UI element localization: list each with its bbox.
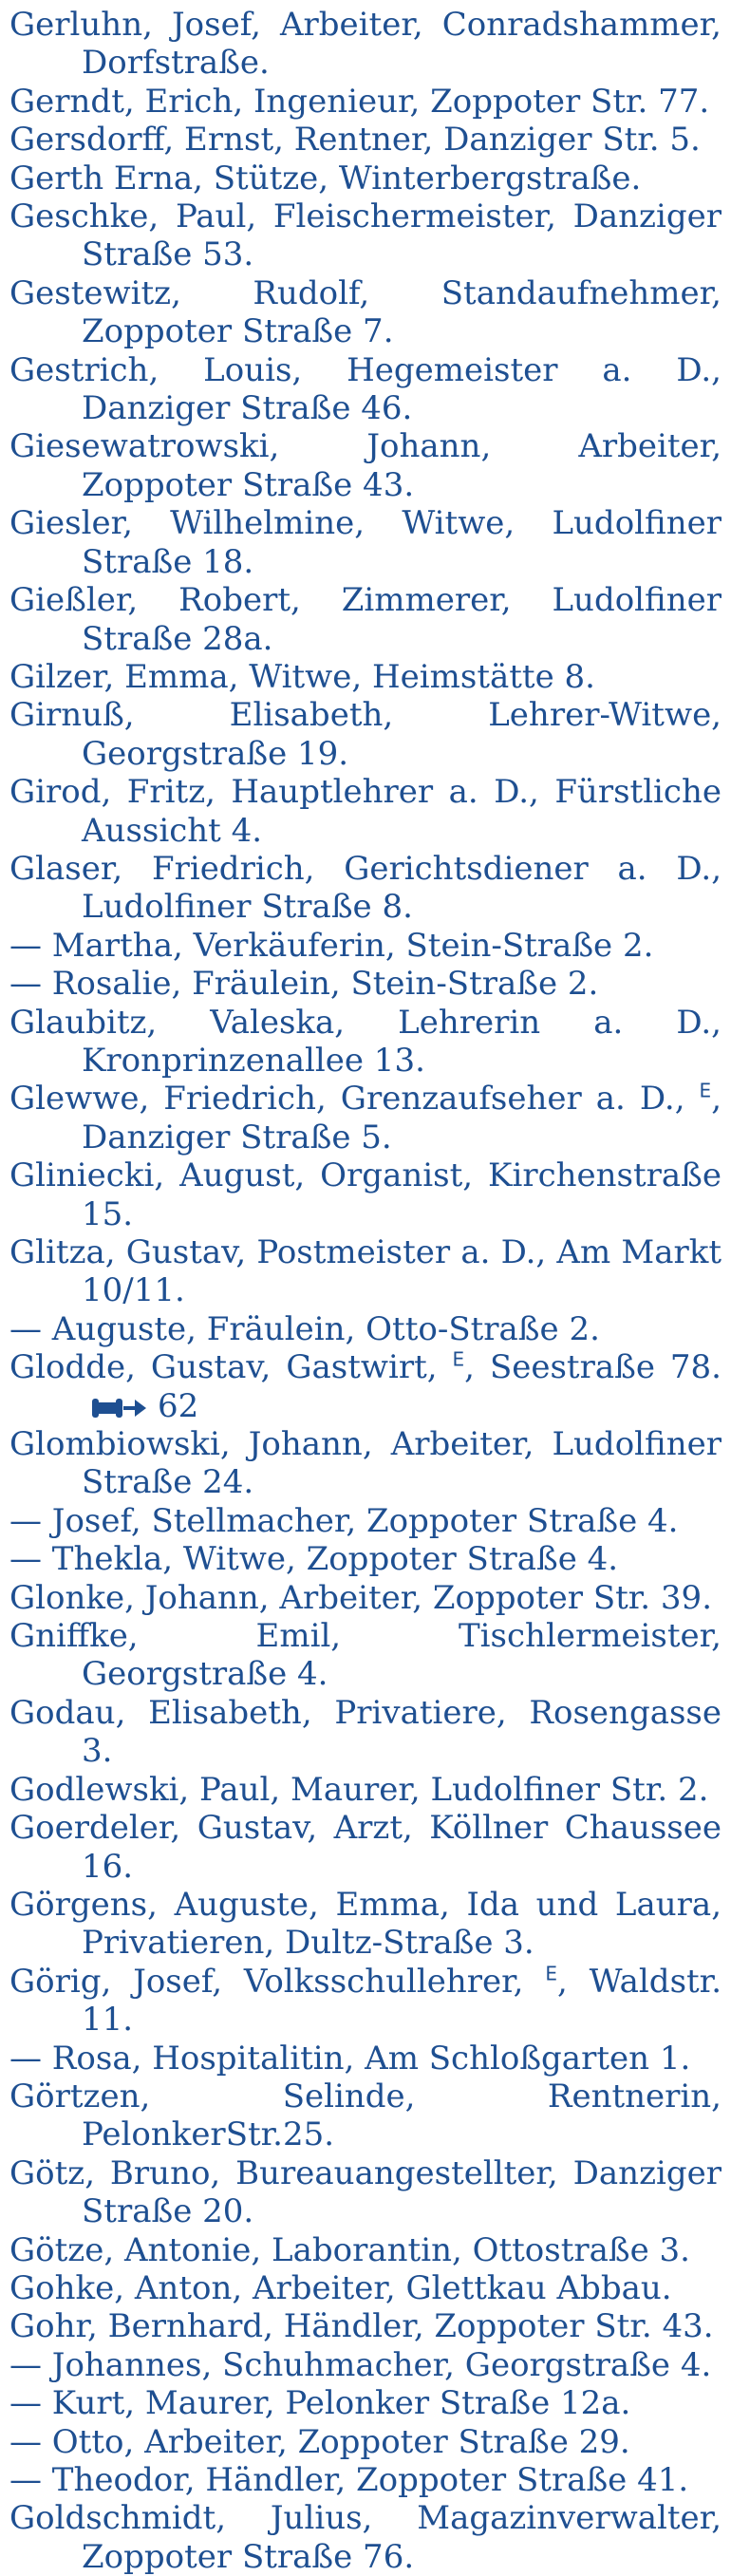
directory-entry — [9, 1963, 722, 2040]
directory-entry — [9, 6, 722, 83]
entry-text: Glodde, Gustav, Gastwirt, — [9, 1348, 438, 1387]
directory-entry — [9, 1425, 722, 1502]
directory-entry — [9, 197, 722, 274]
entry-text: Glaser, Friedrich, Gerichtsdiener a. D., Ludolfiner Straße 8. — [9, 849, 722, 927]
entry-text: Görig, Josef, Volksschullehrer, — [9, 1962, 524, 2001]
directory-entry — [9, 160, 722, 197]
directory-entry — [9, 504, 722, 581]
directory-entry — [9, 83, 722, 121]
entry-text: — Johannes, Schuhmacher, Georgstraße 4. — [9, 2345, 712, 2384]
entry-text: — Martha, Verkäuferin, Stein-Straße 2. — [9, 926, 654, 965]
directory-entry — [9, 1348, 722, 1425]
entry-text: Glewwe, Friedrich, Grenzaufseher a. D., — [9, 1080, 685, 1119]
entry-text: Gohke, Anton, Arbeiter, Glettkau Abbau. — [9, 2268, 672, 2307]
directory-entry — [9, 1694, 722, 1771]
entry-text: Glombiowski, Johann, Arbeiter, Ludolfiner Straße 24. — [9, 1425, 722, 1502]
directory-entry — [9, 2384, 722, 2422]
entry-text: Gersdorff, Ernst, Rentner, Danziger Str. 5. — [9, 121, 701, 160]
entry-text: Giesler, Wilhelmine, Witwe, Ludolfiner Straße 18. — [9, 504, 722, 581]
entry-text: Götz, Bruno, Bureauangestellter, Danziger Straße 20. — [9, 2153, 722, 2231]
directory-entry — [9, 2269, 722, 2307]
directory-entry — [9, 2346, 722, 2384]
entry-text: Glaubitz, Valeska, Lehrerin a. D., Kronprinzenallee 13. — [9, 1003, 722, 1080]
entry-text: Godau, Elisabeth, Privatiere, Rosengasse 3. — [9, 1693, 722, 1771]
entry-text: Götze, Antonie, Laborantin, Ottostraße 3. — [9, 2230, 690, 2269]
entry-text: — Josef, Stellmacher, Zoppoter Straße 4. — [9, 1501, 679, 1540]
directory-entry — [9, 351, 722, 428]
entry-text: — Rosalie, Fräulein, Stein-Straße 2. — [9, 965, 599, 1004]
directory-entry — [9, 658, 722, 696]
directory-entry — [9, 1156, 722, 1233]
entry-text: Gestewitz, Rudolf, Standaufnehmer, Zoppoter Straße 7. — [9, 273, 722, 351]
entry-text: Godlewski, Paul, Maurer, Ludolfiner Str. 2. — [9, 1770, 709, 1809]
entry-text: Girod, Fritz, Hauptlehrer a. D., Fürstliche Aussicht 4. — [9, 773, 722, 850]
entry-text: Gilzer, Emma, Witwe, Heimstätte 8. — [9, 657, 595, 696]
entry-text: Girnuß, Elisabeth, Lehrer-Witwe, Georgstraße 19. — [9, 696, 722, 773]
telephone-icon — [91, 1396, 148, 1420]
entry-text: Gerth Erna, Stütze, Winterbergstraße. — [9, 159, 642, 197]
entry-text: Glitza, Gustav, Postmeister a. D., Am Markt 10/11. — [9, 1233, 722, 1310]
directory-entry — [9, 1617, 722, 1694]
directory-entry — [9, 1080, 722, 1156]
directory-entry — [9, 1886, 722, 1963]
directory-entry — [9, 427, 722, 504]
directory-entry — [9, 2078, 722, 2154]
entry-text: — Theodor, Händler, Zoppoter Straße 41. — [9, 2461, 689, 2499]
entry-text: , Danziger Straße 5. — [82, 1080, 722, 1156]
entry-text: Gießler, Robert, Zimmerer, Ludolfiner Straße 28a. — [9, 581, 722, 658]
directory-entry — [9, 581, 722, 658]
entry-text: Goerdeler, Gustav, Arzt, Köllner Chaussee 16. — [9, 1809, 722, 1886]
directory-entry — [9, 2307, 722, 2345]
entry-text: , Waldstr. 11. — [82, 1962, 722, 2040]
directory-entry — [9, 2461, 722, 2499]
directory-entry — [9, 927, 722, 965]
entry-text: Geschke, Paul, Fleischermeister, Danziger Straße 53. — [9, 197, 722, 274]
entry-text: Gerluhn, Josef, Arbeiter, Conradshammer, Dorfstraße. — [9, 6, 722, 83]
directory-entry — [9, 121, 722, 159]
directory-entry — [9, 1233, 722, 1310]
directory-entry — [9, 1540, 722, 1578]
entry-text: Goldschmidt, Julius, Magazinverwalter, Zoppoter Straße 76. — [9, 2499, 722, 2576]
entry-text: — Otto, Arbeiter, Zoppoter Straße 29. — [9, 2422, 630, 2461]
directory-entry — [9, 2231, 722, 2269]
directory-entries — [9, 6, 722, 2576]
entry-text: — Rosa, Hospitalitin, Am Schloßgarten 1. — [9, 2039, 691, 2078]
entry-text: Glonke, Johann, Arbeiter, Zoppoter Str. 39. — [9, 1578, 712, 1617]
owner-mark: E — [699, 1080, 712, 1103]
entry-text: Gniffke, Emil, Tischlermeister, Georgstraße 4. — [9, 1617, 722, 1694]
directory-entry — [9, 965, 722, 1003]
directory-entry — [9, 2499, 722, 2576]
owner-mark: E — [545, 1962, 557, 1985]
entry-text: Görgens, Auguste, Emma, Ida und Laura, Privatieren, Dultz-Straße 3. — [9, 1885, 722, 1963]
directory-entry — [9, 1579, 722, 1617]
entry-text: — Kurt, Maurer, Pelonker Straße 12a. — [9, 2384, 631, 2423]
phone-number: 62 — [158, 1386, 199, 1425]
directory-entry — [9, 1004, 722, 1081]
entry-text: Gliniecki, August, Organist, Kirchenstraße 15. — [9, 1156, 722, 1233]
directory-entry — [9, 274, 722, 351]
entry-text: Gerndt, Erich, Ingenieur, Zoppoter Str. 77. — [9, 82, 710, 121]
directory-entry — [9, 1771, 722, 1809]
directory-entry — [9, 2040, 722, 2078]
directory-entry — [9, 2154, 722, 2231]
directory-entry — [9, 696, 722, 773]
owner-mark: E — [452, 1347, 465, 1371]
entry-text: Giesewatrowski, Johann, Arbeiter, Zoppoter Straße 43. — [9, 427, 722, 504]
entry-text: — Thekla, Witwe, Zoppoter Straße 4. — [9, 1540, 619, 1579]
directory-entry — [9, 1502, 722, 1540]
directory-entry — [9, 773, 722, 850]
entry-text: — Auguste, Fräulein, Otto-Straße 2. — [9, 1309, 600, 1348]
entry-text: Gestrich, Louis, Hegemeister a. D., Danziger Straße 46. — [9, 350, 722, 428]
directory-entry — [9, 2423, 722, 2461]
entry-text: Görtzen, Selinde, Rentnerin, PelonkerStr.25. — [9, 2077, 722, 2154]
directory-entry — [9, 850, 722, 927]
entry-text: , Seestraße 78. — [464, 1348, 722, 1387]
directory-entry — [9, 1809, 722, 1886]
directory-entry — [9, 1310, 722, 1348]
entry-text: Gohr, Bernhard, Händler, Zoppoter Str. 43. — [9, 2307, 714, 2346]
